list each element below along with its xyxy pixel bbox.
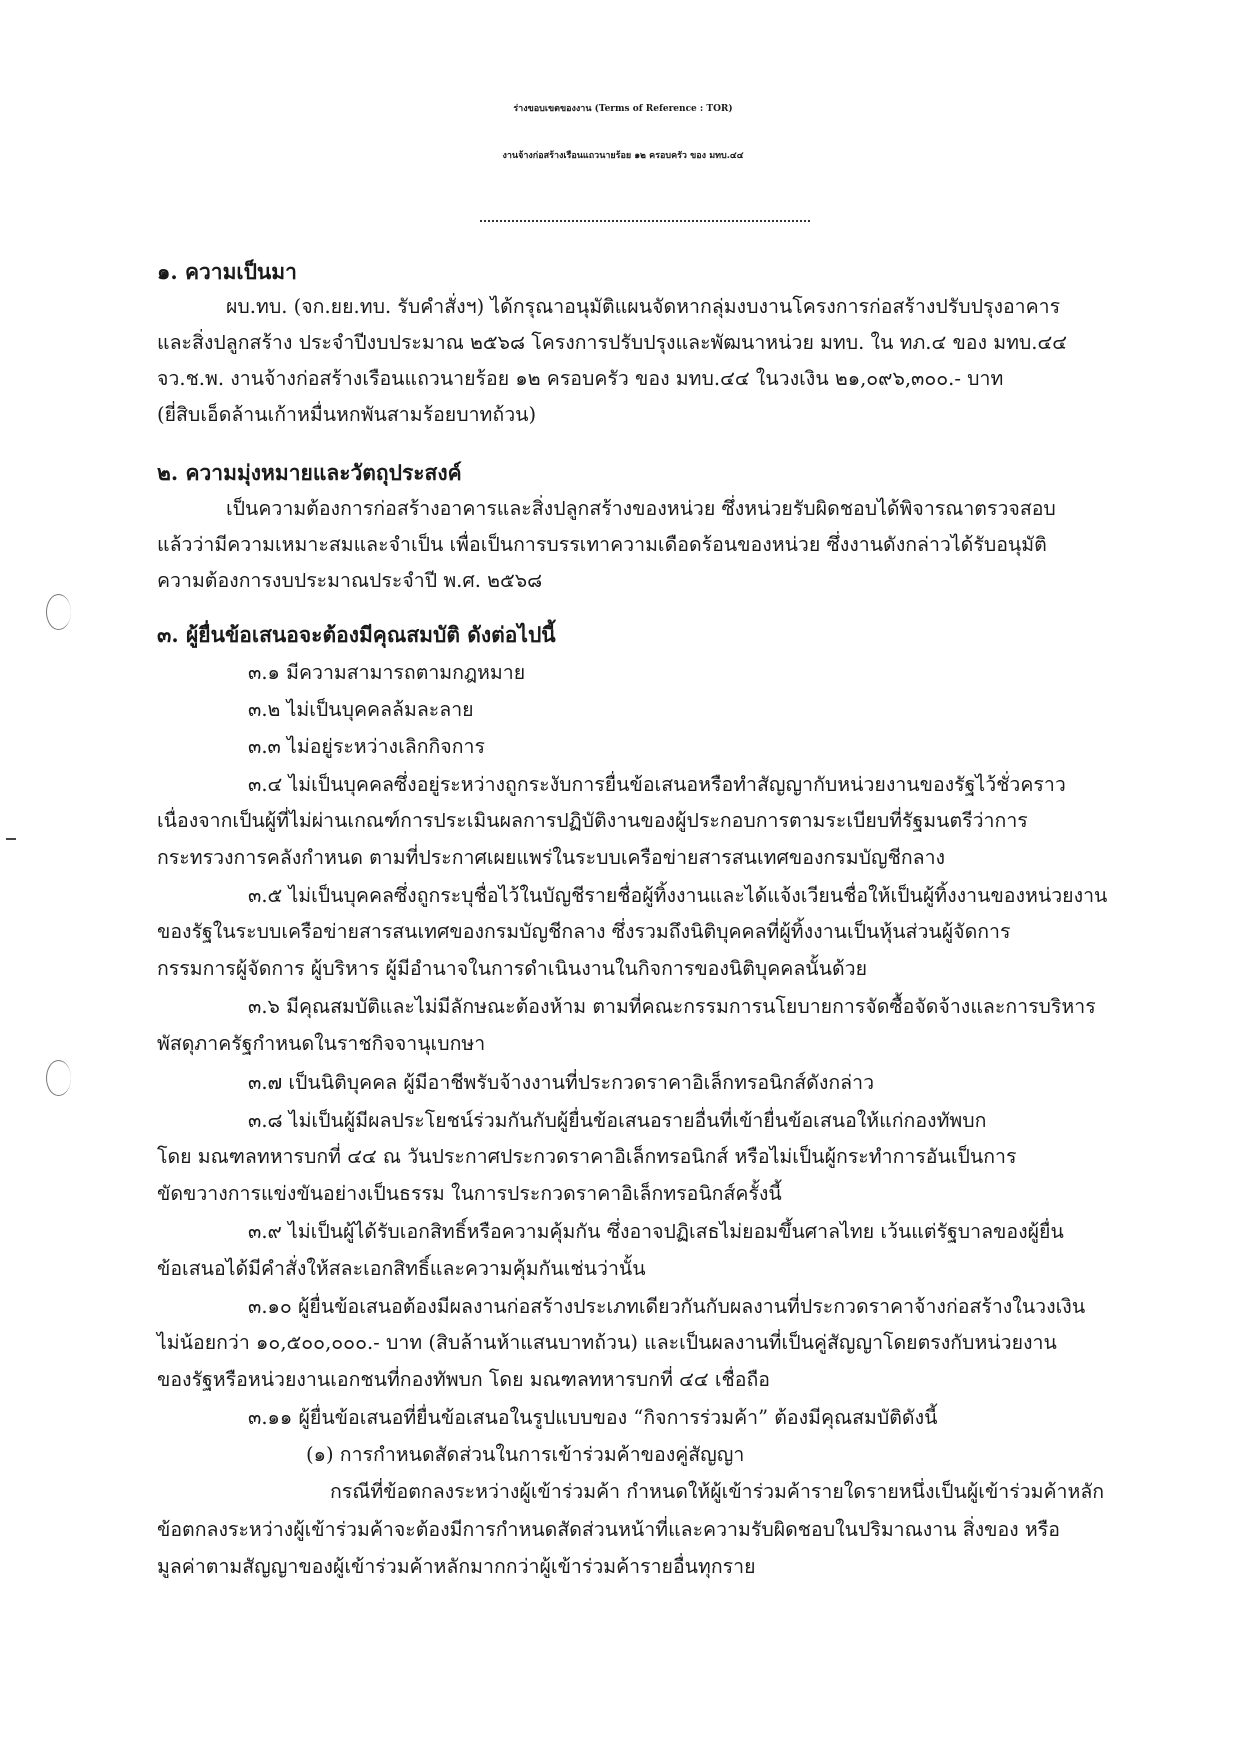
document-subtitle: งานจ้างก่อสร้างเรือนแถวนายร้อย ๑๒ ครอบครัว ของ มทบ.๔๔: [502, 151, 744, 161]
paragraph-line: จว.ช.พ. งานจ้างก่อสร้างเรือนแถวนายร้อย ๑๒ ครอบครัว ของ มทบ.๔๔ ในวงเงิน ๒๑,๐๙๖,๓๐๐.- บาท: [157, 367, 1004, 390]
section-heading-1: ๑. ความเป็นมา: [157, 259, 297, 284]
sub-list-item: (๑) การกำหนดสัดส่วนในการเข้าร่วมค้าของคู่สัญญา: [306, 1443, 745, 1466]
list-item: ๓.๒ ไม่เป็นบุคคลล้มละลาย: [248, 698, 474, 721]
section-heading-2: ๒. ความมุ่งหมายและวัตถุประสงค์: [157, 460, 462, 485]
paragraph-line: ขัดขวางการแข่งขันอย่างเป็นธรรม ในการประกวดราคาอิเล็กทรอนิกส์ครั้งนี้: [157, 1182, 782, 1205]
document-title: ร่างขอบเขตของงาน (Terms of Reference : TOR): [513, 104, 733, 114]
list-item: ๓.๑๑ ผู้ยื่นข้อเสนอที่ยื่นข้อเสนอในรูปแบบของ “กิจการร่วมค้า” ต้องมีคุณสมบัติดังนี้: [248, 1406, 938, 1429]
list-item: ๓.๔ ไม่เป็นบุคคลซึ่งอยู่ระหว่างถูกระงับการยื่นข้อเสนอหรือทำสัญญากับหน่วยงานของรัฐไว้ชั่วคราว: [248, 773, 1066, 796]
paragraph-line: กรรมการผู้จัดการ ผู้บริหาร ผู้มีอำนาจในการดำเนินงานในกิจการของนิติบุคคลนั้นด้วย: [157, 957, 867, 980]
paragraph-line: ผบ.ทบ. (จก.ยย.ทบ. รับคำสั่งฯ) ได้กรุณาอนุมัติแผนจัดหากลุ่มงบงานโครงการก่อสร้างปรับปรุงอาคาร: [226, 295, 1061, 318]
paragraph-line: ของรัฐหรือหน่วยงานเอกชนที่กองทัพบก โดย มณฑลทหารบกที่ ๔๔ เชื่อถือ: [157, 1368, 770, 1391]
paragraph-line: ข้อตกลงระหว่างผู้เข้าร่วมค้าจะต้องมีการกำหนดสัดส่วนหน้าที่และความรับผิดชอบในปริมาณงาน สิ่งของ หรือ: [157, 1518, 1060, 1541]
list-item: ๓.๖ มีคุณสมบัติและไม่มีลักษณะต้องห้าม ตามที่คณะกรรมการนโยบายการจัดซื้อจัดจ้างและการบริหาร: [248, 995, 1096, 1018]
punch-hole-mark: [46, 1060, 71, 1096]
paragraph-line: ความต้องการงบประมาณประจำปี พ.ศ. ๒๕๖๘: [157, 569, 543, 592]
paragraph-line: พัสดุภาครัฐกำหนดในราชกิจจานุเบกษา: [157, 1032, 486, 1055]
list-item: ๓.๙ ไม่เป็นผู้ได้รับเอกสิทธิ์หรือความคุ้มกัน ซึ่งอาจปฏิเสธไม่ยอมขึ้นศาลไทย เว้นแต่รัฐบาลของผู้ยื่น: [248, 1220, 1064, 1243]
section-heading-3: ๓. ผู้ยื่นข้อเสนอจะต้องมีคุณสมบัติ ดังต่อไปนี้: [157, 622, 556, 647]
list-item: ๓.๗ เป็นนิติบุคคล ผู้มีอาชีพรับจ้างงานที่ประกวดราคาอิเล็กทรอนิกส์ดังกล่าว: [248, 1071, 875, 1094]
list-item: ๓.๘ ไม่เป็นผู้มีผลประโยชน์ร่วมกันกับผู้ยื่นข้อเสนอรายอื่นที่เข้ายื่นข้อเสนอให้แก่กองทัพบก: [248, 1109, 987, 1132]
paragraph-line: เป็นความต้องการก่อสร้างอาคารและสิ่งปลูกสร้างของหน่วย ซึ่งหน่วยรับผิดชอบได้พิจารณาตรวจสอบ: [226, 497, 1056, 520]
paragraph-line: เนื่องจากเป็นผู้ที่ไม่ผ่านเกณฑ์การประเมินผลการปฏิบัติงานของผู้ประกอบการตามระเบียบที่รัฐมนตรีว่าการ: [157, 809, 1028, 832]
margin-tick: [6, 838, 16, 840]
paragraph-line: (ยี่สิบเอ็ดล้านเก้าหมื่นหกพันสามร้อยบาทถ้วน): [157, 403, 537, 426]
paragraph-line: กรณีที่ข้อตกลงระหว่างผู้เข้าร่วมค้า กำหนดให้ผู้เข้าร่วมค้ารายใดรายหนึ่งเป็นผู้เข้าร่วมค้าหลัก: [330, 1480, 1105, 1503]
paragraph-line: ข้อเสนอได้มีคำสั่งให้สละเอกสิทธิ์และความคุ้มกันเช่นว่านั้น: [157, 1257, 646, 1280]
paragraph-line: โดย มณฑลทหารบกที่ ๔๔ ณ วันประกาศประกวดราคาอิเล็กทรอนิกส์ หรือไม่เป็นผู้กระทำการอันเป็นการ: [157, 1145, 1017, 1168]
list-item: ๓.๑๐ ผู้ยื่นข้อเสนอต้องมีผลงานก่อสร้างประเภทเดียวกันกับผลงานที่ประกวดราคาจ้างก่อสร้างในวงเงิน: [248, 1295, 1086, 1318]
list-item: ๓.๓ ไม่อยู่ระหว่างเลิกกิจการ: [248, 735, 485, 758]
paragraph-line: ไม่น้อยกว่า ๑๐,๕๐๐,๐๐๐.- บาท (สิบล้านห้าแสนบาทถ้วน) และเป็นผลงานที่เป็นคู่สัญญาโดยตรงกับหน่วยงาน: [157, 1331, 1057, 1354]
list-item: ๓.๕ ไม่เป็นบุคคลซึ่งถูกระบุชื่อไว้ในบัญชีรายชื่อผู้ทิ้งงานและได้แจ้งเวียนชื่อให้เป็นผู้ทิ้งงานของหน่วยงาน: [248, 884, 1108, 907]
paragraph-line: และสิ่งปลูกสร้าง ประจำปีงบประมาณ ๒๕๖๘ โครงการปรับปรุงและพัฒนาหน่วย มทบ. ใน ทภ.๔ ของ มทบ.๔๔: [157, 331, 1068, 354]
paragraph-line: ของรัฐในระบบเครือข่ายสารสนเทศของกรมบัญชีกลาง ซึ่งรวมถึงนิติบุคคลที่ผู้ทิ้งงานเป็นหุ้นส่วนผู้จัดการ: [157, 920, 1011, 943]
punch-hole-mark: [46, 594, 71, 630]
list-item: ๓.๑ มีความสามารถตามกฎหมาย: [248, 661, 526, 684]
paragraph-line: กระทรวงการคลังกำหนด ตามที่ประกาศเผยแพร่ในระบบเครือข่ายสารสนเทศของกรมบัญชีกลาง: [157, 846, 946, 869]
dotted-separator: [480, 206, 810, 222]
paragraph-line: แล้วว่ามีความเหมาะสมและจำเป็น เพื่อเป็นการบรรเทาความเดือดร้อนของหน่วย ซึ่งงานดังกล่าวได้รับอนุมัติ: [157, 533, 1047, 556]
paragraph-line: มูลค่าตามสัญญาของผู้เข้าร่วมค้าหลักมากกว่าผู้เข้าร่วมค้ารายอื่นทุกราย: [157, 1555, 756, 1578]
